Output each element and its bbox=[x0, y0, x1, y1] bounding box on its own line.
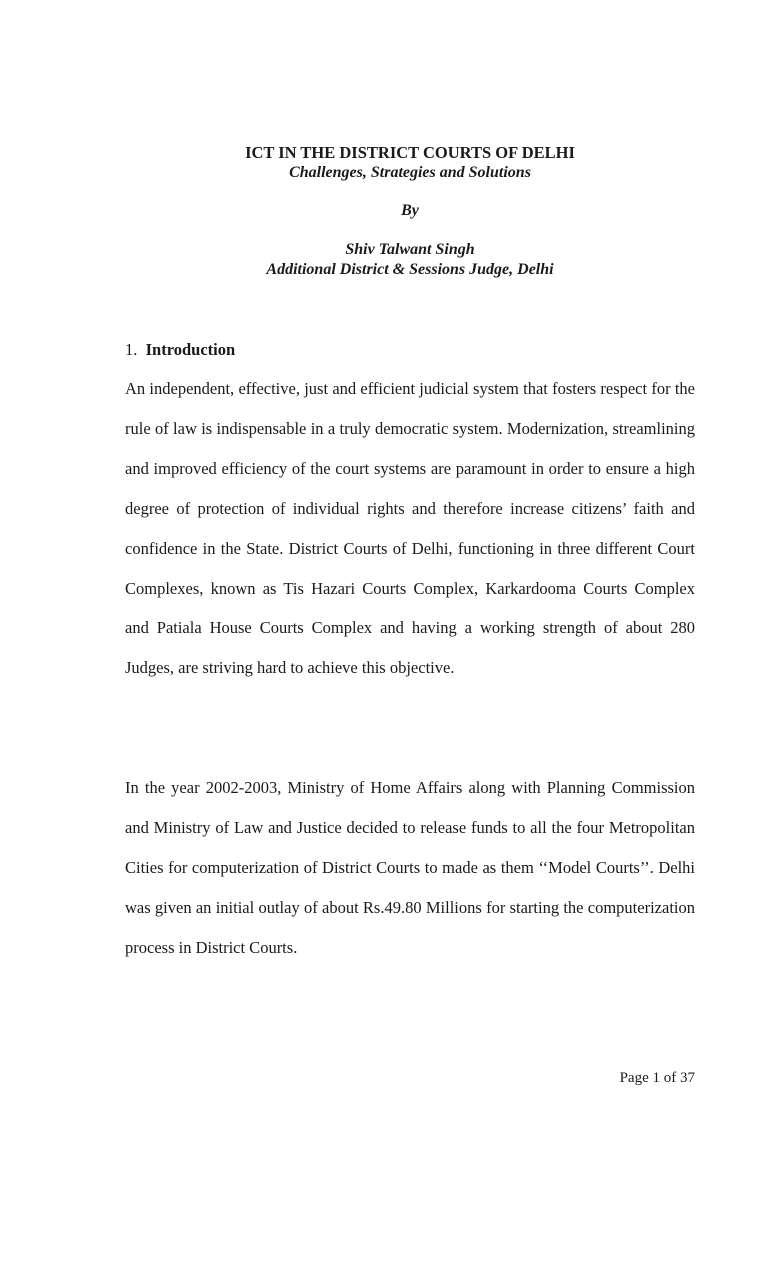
section-title: Introduction bbox=[145, 340, 236, 359]
document-subtitle: Challenges, Strategies and Solutions bbox=[289, 164, 531, 181]
paragraph-introduction: An independent, effective, just and efficient judicial system that fosters respect for the rule of law is indispensable in a truly democratic system. Modernization, streamlining and improved efficiency of the court systems are paramount in order to ensure a high degree of protection of individual rights and therefore increase citizens’ faith and confidence in the State. District Courts of Delhi, functioning in three different Court Complexes, known as Tis Hazari Courts Complex, Karkardooma Courts Complex and Patiala House Courts Complex and having a working strength of about 280 Judges, are striving hard to achieve this objective. bbox=[125, 379, 695, 678]
byline-label: By bbox=[401, 202, 419, 219]
page-number: Page 1 of 37 bbox=[619, 1070, 695, 1086]
title-block bbox=[0, 143, 768, 280]
author-title: Additional District & Sessions Judge, Delhi bbox=[266, 261, 554, 278]
author-name: Shiv Talwant Singh bbox=[345, 241, 475, 258]
section-heading bbox=[125, 340, 235, 360]
section-number: 1. bbox=[125, 340, 138, 359]
paragraph-funding: In the year 2002-2003, Ministry of Home Affairs along with Planning Commission and Ministry of Law and Justice decided to release funds to all the four Metropolitan Cities for computerization of District Courts to made as them ‘‘Model Courts’’. Delhi was given an initial outlay of about Rs.49.80 Millions for starting the computerization process in District Courts. bbox=[125, 778, 695, 957]
document-title: ICT IN THE DISTRICT COURTS OF DELHI bbox=[245, 143, 575, 162]
